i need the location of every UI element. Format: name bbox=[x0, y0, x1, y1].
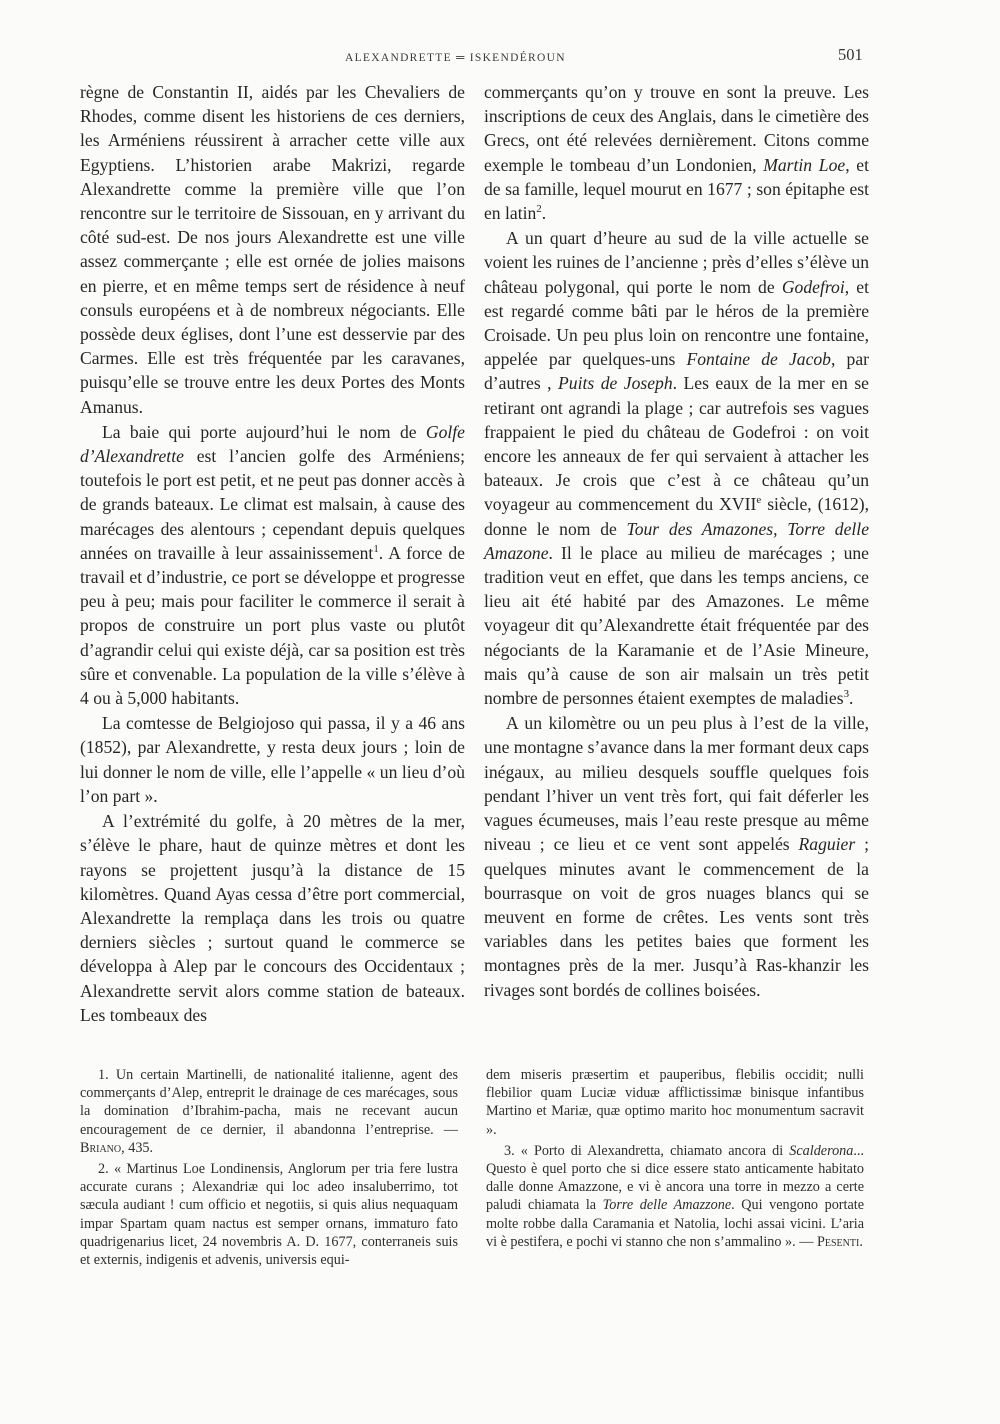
italic-term: Martin Loe bbox=[763, 154, 846, 175]
text-run: A un quart d’heure au sud de la ville actuelle se voient les ruines de l’ancienne ; près d’elles s’élève un château polygonal, qui porte le nom de bbox=[484, 228, 869, 297]
italic-term: Tour des Amazones, Torre delle Amazone bbox=[484, 518, 870, 563]
footnotes-left bbox=[80, 1066, 458, 1272]
paragraph: La comtesse de Belgiojoso qui passa, il y a 46 ans (1852), par Alexandrette, y resta deux jours ; loin de lui donner le nom de ville, elle l’appelle « un lieu d’où l’on part ». bbox=[80, 713, 465, 806]
paragraph bbox=[484, 80, 869, 225]
italic-term: Scalderona bbox=[789, 1142, 854, 1159]
italic-term: Fontaine de Jacob bbox=[686, 349, 831, 370]
italic-term: Godefroi bbox=[781, 276, 845, 297]
text-run: . bbox=[849, 688, 854, 709]
text-run: commerçants qu’on y trouve en sont la preuve. Les inscriptions de ceux des Anglais, dans le cimetière des Grecs, ont été relevées dernièrement. Citons comme exemple le tombeau d’un Londonien, bbox=[484, 82, 869, 175]
source-name: Briano bbox=[80, 1139, 122, 1156]
text-run: , et de sa famille, lequel mourut en 1677 ; son épitaphe est en latin bbox=[484, 154, 869, 224]
text-run: , par d’autres , bbox=[484, 349, 870, 394]
italic-term: Torre delle Amazzone bbox=[602, 1197, 732, 1214]
text-run: La baie qui porte aujourd’hui le nom de bbox=[102, 421, 426, 442]
paragraph: A l’extrémité du golfe, à 20 mètres de la mer, s’élève le phare, haut de quinze mètres et dont les rayons se projettent jusqu’à la distance de 15 kilomètres. Quand Ayas cessa d’être port commercial, Alexandrette la remplaça dans les trois ou quatre derniers siècles ; surtout quand le commerce se développa à Alep par le concours des Occidentaux ; Alexandrette servit alors comme station de bateaux. Les tombeaux des bbox=[80, 811, 465, 1025]
text-run: . A force de travail et d’industrie, ce port se développe et progresse peu à peu; mais pour faciliter le commerce il serait à propos de construire un port plus vaste ou plutôt d’agrandir celui qui existe déjà, car sa position est très sûre et convenable. La population de la ville s’élève à 4 ou à 5,000 habitants. bbox=[80, 542, 465, 709]
text-run: , 435. bbox=[121, 1139, 154, 1156]
text-run: A un kilomètre ou un peu plus à l’est de la ville, une montagne s’avance dans la mer formant deux caps inégaux, au milieu desquels souffle quelques fois pendant l’hiver un vent très fort, qui fait déferler les vagues écumeuses, mais l’eau reste presque au même niveau ; ce lieu et ce vent sont appelés bbox=[484, 713, 869, 855]
paragraph: règne de Constantin II, aidés par les Chevaliers de Rhodes, comme disent les historiens de ces derniers, les Arméniens réussirent à arracher cette ville aux Egyptiens. L’historien arabe Makrizi, regarde Alexandrette comme la première ville que l’on rencontre sur le territoire de Sissouan, en y arrivant du côté sud-est. De nos jours Alexandrette est une ville assez commerçante ; elle est ornée de jolies maisons en pierre, et en même temps sert de résidence à neuf consuls européens et à de nombreux négociants. Elle possède deux églises, dont l’une est desservie par des Carmes. Elle est très fréquentée par les caravanes, puisqu’elle se trouve entre les deux Portes des Monts Amanus. bbox=[80, 82, 465, 417]
page-number: 501 bbox=[838, 45, 863, 64]
text-run: . bbox=[859, 1233, 863, 1250]
footnote-2-continued: dem miseris præsertim et pauperibus, flebilis occidit; nulli flebilior quam Luciæ viduæ afflictissimæ binisque infantibus Martino et Mariæ, quæ optimo marito hoc monumentum sacravit ». bbox=[486, 1067, 864, 1138]
right-column bbox=[484, 80, 869, 1002]
paragraph bbox=[80, 420, 465, 710]
italic-term: Raguier bbox=[798, 834, 856, 855]
paragraph bbox=[484, 711, 869, 1001]
footnote-ref: 2 bbox=[536, 203, 542, 216]
paragraph bbox=[484, 226, 869, 710]
text-run: . Qui vengono portate molte robbe dalla Caramania et Natolia, lochi assai vicini. L’aria vi è pestifera, e pochi vi stanno che non s’ammalino ». — bbox=[486, 1197, 865, 1250]
text-run: 1. Un certain Martinelli, de nationalité italienne, agent des commerçants d’Alep, entreprit le drainage de ces marécages, sous la domination d’Ibrahim-pacha, mais ne recevant aucun encouragement de ce dernier, il abandonna l’entreprise. — bbox=[80, 1067, 458, 1138]
text-run: siècle, (1612), donne le nom de bbox=[484, 494, 869, 539]
footnote-ref: 3 bbox=[843, 688, 850, 701]
text-run: 3. « Porto di Alexandretta, chiamato ancora di bbox=[504, 1142, 790, 1159]
source-name: Pesenti bbox=[816, 1233, 860, 1250]
text-run: ... Questo è quel porto che si dice essere stato anticamente habitato dalle donne Amazzone, e vi è ancora una torre in mezzo a certe paludi chiamata la bbox=[486, 1142, 864, 1214]
text-run: , et est regardé comme bâti par le héros de la première Croisade. Un peu plus loin on rencontre une fontaine, appelée par quelques-uns bbox=[484, 276, 869, 370]
footnote-2: 2. « Martinus Loe Londinensis, Anglorum per tria fere lustra accurate curans ; Alexandriæ qui loc adeo insaluberrimo, tot sæcula audiant ! cum officio et negotiis, si quis alius nequaquam impar Spartam quam nactus est semper ornans, immaturo fato quadrigenarius licet, 24 novembris A. D. 1677, conterraneis suis et externis, indigenis et advenis, universis equi- bbox=[80, 1161, 458, 1269]
italic-term: Puits de Joseph bbox=[558, 373, 673, 394]
footnote-1 bbox=[80, 1066, 458, 1157]
footnotes-right bbox=[486, 1066, 864, 1254]
superscript: e bbox=[756, 494, 762, 507]
text-run: . bbox=[541, 203, 547, 224]
left-column bbox=[80, 80, 465, 1027]
footnote-3 bbox=[486, 1142, 864, 1251]
text-run: ; quelques minutes avant le commencement de la bourrasque on voit de gros nuages blancs qui se meuvent en forme de crêtes. Les vents sont très variables dans les petites baies que forment les montagnes près de la mer. Jusqu’à Ras-khanzir les rivages sont bordés de collines boisées. bbox=[484, 834, 870, 1000]
running-head: ALEXANDRETTE ═ ISKENDÉROUN bbox=[345, 52, 566, 64]
text-run: . Les eaux de la mer en se retirant ont agrandi la plage ; car autrefois ses vagues frappaient le pied du château de Godefroi : on voit encore les anneaux de fer qui servaient à attacher les bateaux. Je crois que c’est à ce château qu’un voyageur au commencement du XVII bbox=[484, 373, 869, 515]
text-run: . Il le place au milieu de marécages ; une tradition veut en effet, que dans les temps anciens, ce lieu ait été habité par des Amazones. Le même voyageur dit qu’Alexandrette était fréquentée par des négociants de la Karamanie et de l’Asie Mineure, mais qu’à cause de son air malsain un très petit nombre de personnes étaient exemptes de maladies bbox=[484, 542, 869, 709]
footnote-ref: 1 bbox=[373, 543, 379, 555]
italic-term: Golfe d’Alexandrette bbox=[80, 421, 465, 467]
text-run: est l’ancien golfe des Arméniens; toutefois le port est petit, et ne peut pas donner accès à de grands bateaux. Le climat est malsain, à cause des marécages des alentours ; cependant depuis quelques années on travaille à leur assainissement bbox=[80, 446, 465, 563]
